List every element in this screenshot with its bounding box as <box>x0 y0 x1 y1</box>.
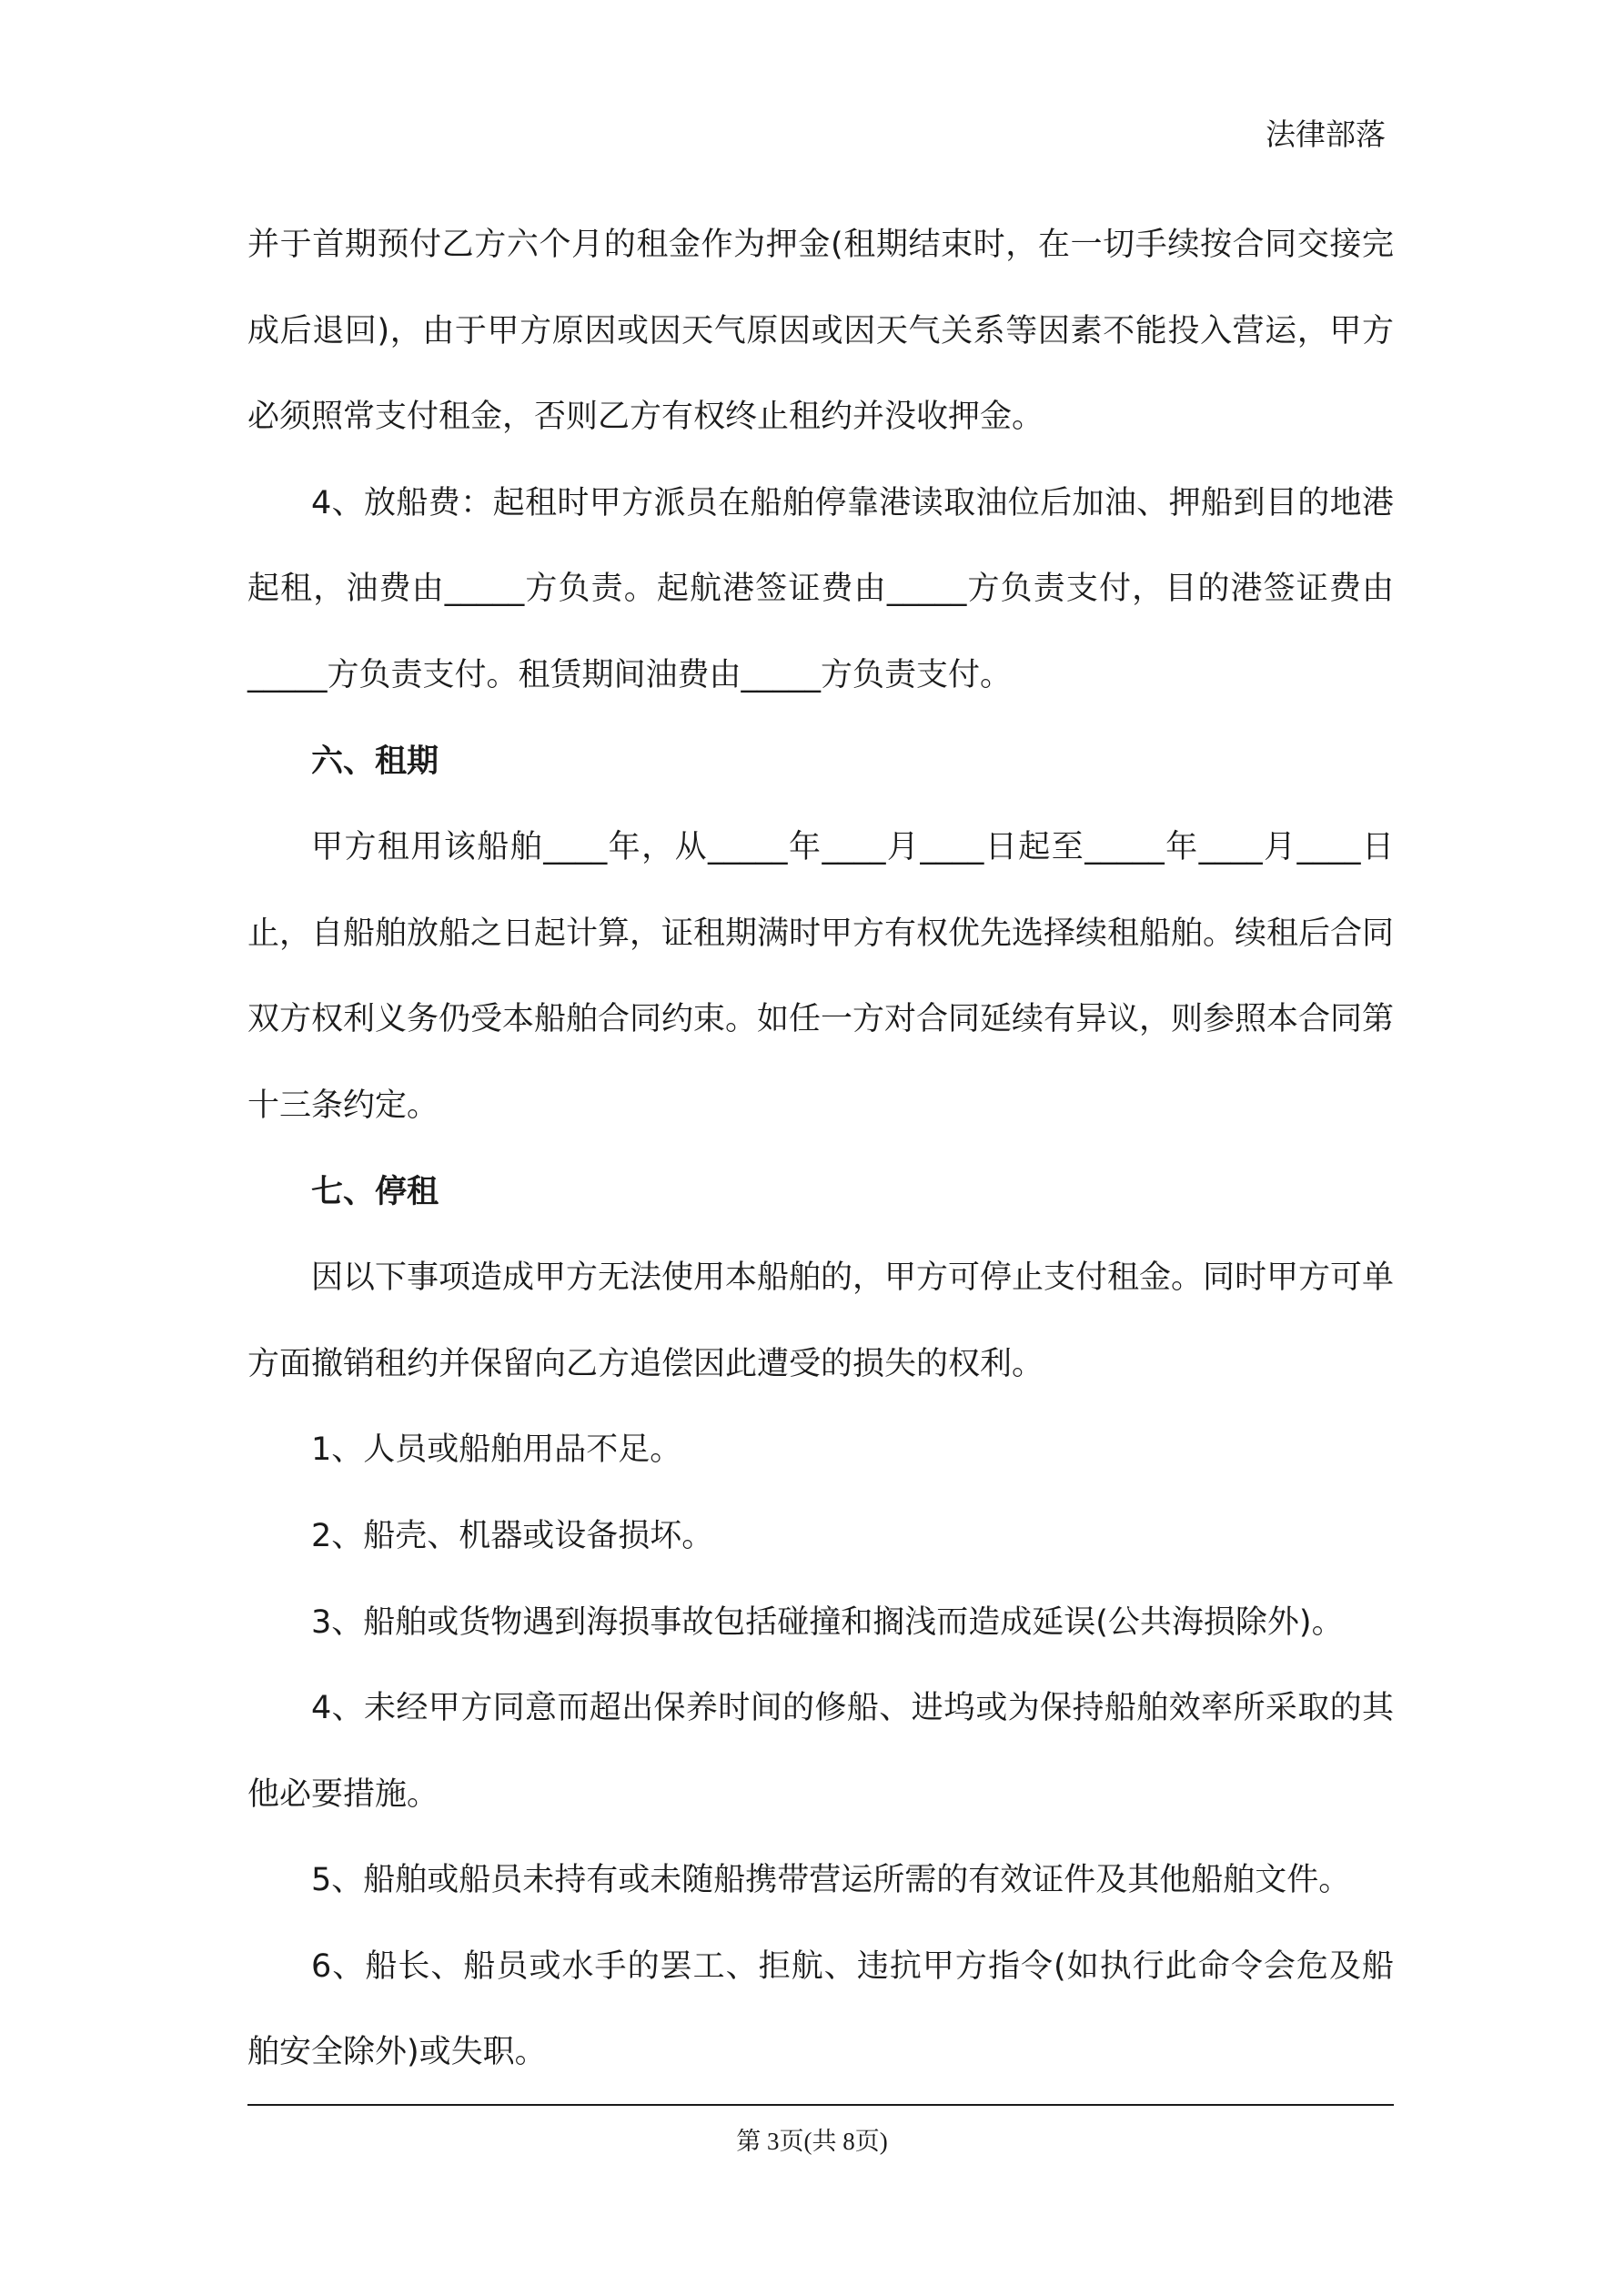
paragraph-off-hire-intro: 因以下事项造成甲方无法使用本船舶的，甲方可停止支付租金。同时甲方可单方面撤销租约并保留向乙方追偿因此遭受的损失的权利。 <box>247 1259 1395 1382</box>
document-body <box>247 202 1394 2096</box>
list-item: 6、船长、船员或水手的罢工、拒航、违抗甲方指令(如执行此命令会危及船舶安全除外)或失职。 <box>247 1947 1394 2071</box>
header-brand: 法律部落 <box>1266 116 1386 152</box>
list-item: 4、未经甲方同意而超出保养时间的修船、进坞或为保持船舶效率所采取的其他必要措施。 <box>247 1690 1394 1813</box>
page-number: 第 3页(共 8页) <box>736 2128 888 2155</box>
list-item: 1、人员或船舶用品不足。 <box>311 1431 682 1469</box>
list-item: 2、船壳、机器或设备损坏。 <box>311 1517 714 1554</box>
section-heading-lease-term: 六、租期 <box>311 743 439 780</box>
paragraph-lease-term: 甲方租用该船舶____年，从_____年____月____日起至_____年____月____日止，自船舶放船之日起计算，证租期满时甲方有权优先选择续租船舶。续租后合同双方权利义务仍受本船舶合同约束。如任一方对合同延续有异议，则参照本合同第十三条约定。 <box>247 829 1395 1124</box>
section-heading-off-hire: 七、停租 <box>311 1173 439 1210</box>
footer-divider <box>247 2104 1394 2106</box>
paragraph-release-fee: 4、放船费：起租时甲方派员在船舶停靠港读取油位后加油、押船到目的地港起租，油费由_____方负责。起航港签证费由_____方负责支付，目的港签证费由_____方负责支付。租赁期间油费由_____方负责支付。 <box>247 484 1394 693</box>
paragraph-deposit: 并于首期预付乙方六个月的租金作为押金(租期结束时，在一切手续按合同交接完成后退回)，由于甲方原因或因天气原因或因天气关系等因素不能投入营运，甲方必须照常支付租金，否则乙方有权终止租约并没收押金。 <box>247 227 1394 436</box>
list-item: 3、船舶或货物遇到海损事故包括碰撞和搁浅而造成延误(公共海损除外)。 <box>311 1603 1344 1641</box>
list-item: 5、船舶或船员未持有或未随船携带营运所需的有效证件及其他船舶文件。 <box>311 1862 1351 1899</box>
